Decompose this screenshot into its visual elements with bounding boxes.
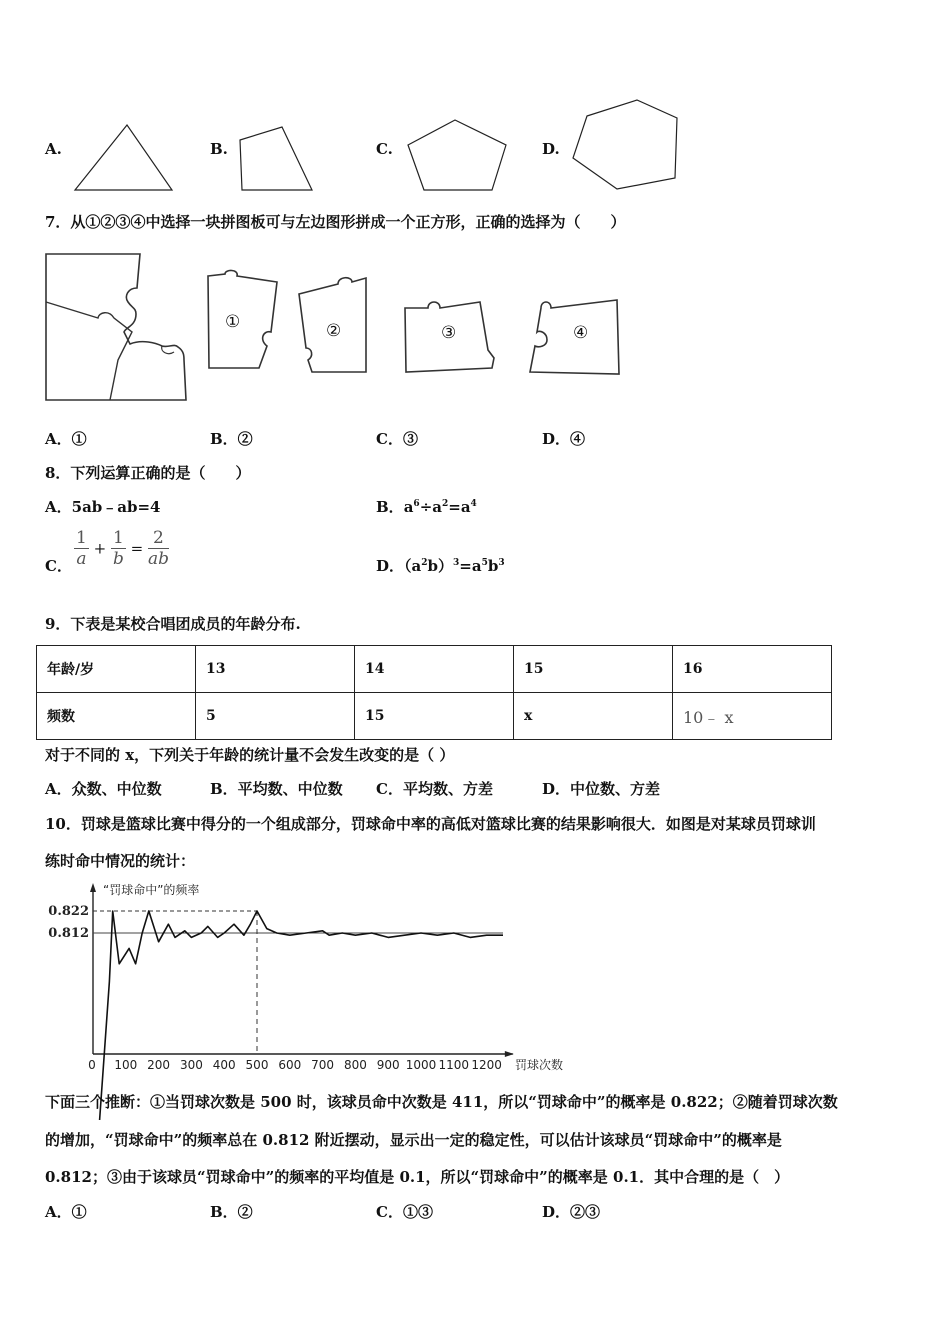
puzzle-left-figure bbox=[44, 252, 194, 404]
q10-option-d[interactable]: D．②③ bbox=[542, 1203, 601, 1221]
x-axis-arrow bbox=[505, 1051, 514, 1057]
q6-option-b[interactable]: B. bbox=[210, 140, 228, 158]
piece-4-label: ④ bbox=[573, 323, 589, 343]
q8-option-d[interactable]: D．$(a^2b)^3=a^5b^3$ bbox=[376, 557, 505, 575]
table-cell: 频数 bbox=[37, 693, 196, 740]
x-tick-label: 1200 bbox=[471, 1058, 502, 1072]
q7-option-c[interactable]: C．③ bbox=[376, 430, 418, 448]
table-cell: 16 bbox=[673, 646, 832, 693]
q9-option-d[interactable]: D．中位数、方差 bbox=[542, 780, 661, 798]
fraction-1-over-b: $\frac{1}{b}$ bbox=[112, 528, 124, 569]
x-tick-label: 100 bbox=[114, 1058, 138, 1072]
table-cell: 15 bbox=[514, 646, 673, 693]
frequency-series-line bbox=[100, 911, 503, 1120]
x-tick-label: 400 bbox=[212, 1058, 236, 1072]
q10-body-line2: 的增加，“罚球命中”的频率总在 0.812 附近摆动，显示出一定的稳定性，可以估计该球员“罚球命中”的概率是 bbox=[45, 1131, 782, 1149]
table-cell: 10﹣ x bbox=[673, 693, 832, 740]
table-cell: 5 bbox=[196, 693, 355, 740]
q9-option-c[interactable]: C．平均数、方差 bbox=[376, 780, 493, 798]
table-cell: x bbox=[514, 693, 673, 740]
piece-2-label: ② bbox=[326, 321, 342, 341]
x-axis-label: 罚球次数 bbox=[515, 1058, 564, 1072]
fraction-1-over-a: $\frac{1}{a}$ bbox=[76, 528, 87, 569]
q10-body-line1: 下面三个推断：①当罚球次数是 500 时，该球员命中次数是 411，所以“罚球命中”的概率是 0.822；②随着罚球次数 bbox=[45, 1093, 838, 1111]
q8-option-b[interactable]: B．$a^6\div a^2=a^4$ bbox=[376, 498, 477, 516]
age-distribution-table bbox=[36, 645, 832, 740]
hexagon-figure bbox=[565, 96, 685, 194]
table-cell: 年龄/岁 bbox=[37, 646, 196, 693]
q9-stem: 9．下表是某校合唱团成员的年龄分布. bbox=[45, 615, 301, 633]
triangle-figure bbox=[70, 120, 180, 195]
fraction-2-over-ab: $\frac{2}{ab}$ bbox=[147, 528, 169, 569]
x-tick-label: 300 bbox=[179, 1058, 203, 1072]
puzzle-piece-1 bbox=[205, 270, 280, 370]
x-tick-label: 900 bbox=[376, 1058, 400, 1072]
x-tick-label: 200 bbox=[147, 1058, 171, 1072]
q9-followup: 对于不同的 x，下列关于年龄的统计量不会发生改变的是（ ） bbox=[45, 746, 455, 764]
q7-option-a[interactable]: A．① bbox=[45, 430, 87, 448]
table-cell: 14 bbox=[355, 646, 514, 693]
x-tick-label: 800 bbox=[343, 1058, 367, 1072]
pentagon-figure bbox=[400, 115, 515, 195]
q7-option-b[interactable]: B．② bbox=[210, 430, 253, 448]
x-tick-label: 0 bbox=[88, 1058, 96, 1072]
q8-option-c-label[interactable]: C． bbox=[45, 557, 72, 575]
q10-option-a[interactable]: A．① bbox=[45, 1203, 87, 1221]
table-cell: 13 bbox=[196, 646, 355, 693]
y-tick-label: 0.822 bbox=[48, 904, 89, 919]
q10-stem-line2: 练时命中情况的统计： bbox=[45, 852, 196, 870]
q6-option-c[interactable]: C. bbox=[376, 140, 393, 158]
y-tick-label: 0.812 bbox=[48, 926, 89, 941]
q10-option-b[interactable]: B．② bbox=[210, 1203, 253, 1221]
y-axis-arrow bbox=[90, 883, 96, 892]
q9-option-a[interactable]: A．众数、中位数 bbox=[45, 780, 162, 798]
q8-option-c-expression: $\frac{1}{a}$ + $\frac{1}{b}$ = $\frac{2}{ab}$ bbox=[76, 528, 169, 569]
piece-3-label: ③ bbox=[441, 323, 457, 343]
q6-option-a[interactable]: A. bbox=[45, 140, 62, 158]
x-tick-label: 1100 bbox=[438, 1058, 470, 1072]
free-throw-frequency-chart bbox=[40, 878, 600, 1078]
y-axis-label: “罚球命中”的频率 bbox=[103, 883, 200, 897]
q8-option-a[interactable]: A．5ab﹣ab=4 bbox=[45, 498, 161, 516]
q7-option-d[interactable]: D．④ bbox=[542, 430, 586, 448]
q8-stem: 8．下列运算正确的是（ ） bbox=[45, 464, 251, 482]
x-tick-label: 600 bbox=[278, 1058, 302, 1072]
table-row bbox=[37, 693, 832, 740]
piece-1-label: ① bbox=[225, 312, 241, 332]
q7-stem: 7．从①②③④中选择一块拼图板可与左边图形拼成一个正方形，正确的选择为（ ） bbox=[45, 213, 626, 231]
q9-option-b[interactable]: B．平均数、中位数 bbox=[210, 780, 343, 798]
table-cell: 15 bbox=[355, 693, 514, 740]
q10-body-line3: 0.812；③由于该球员“罚球命中”的频率的平均值是 0.1，所以“罚球命中”的概率是 0.1．其中合理的是（ ） bbox=[45, 1168, 790, 1186]
table-row bbox=[37, 646, 832, 693]
x-tick-label: 700 bbox=[311, 1058, 335, 1072]
x-tick-label: 500 bbox=[245, 1058, 269, 1072]
quadrilateral-figure bbox=[232, 120, 322, 195]
q10-option-c[interactable]: C．①③ bbox=[376, 1203, 433, 1221]
x-tick-label: 1000 bbox=[405, 1058, 437, 1072]
q6-option-d[interactable]: D. bbox=[542, 140, 560, 158]
q10-stem-line1: 10．罚球是篮球比赛中得分的一个组成部分，罚球命中率的高低对篮球比赛的结果影响很大．如图是对某球员罚球训 bbox=[45, 815, 816, 833]
